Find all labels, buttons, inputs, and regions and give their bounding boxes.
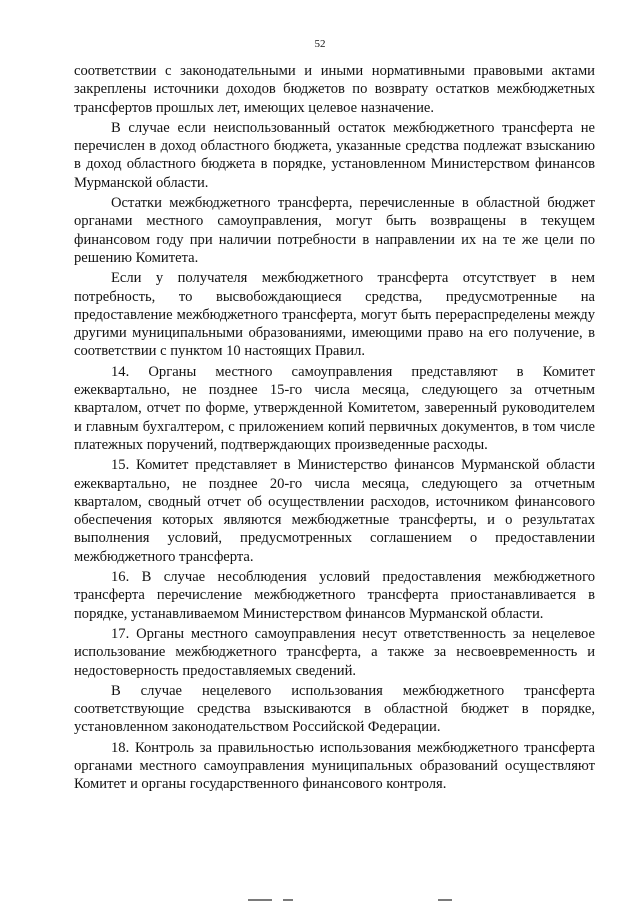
paragraph-misuse-recovery: В случае нецелевого использования межбюджетного трансферта соответствующие средства взыскиваются в областной бюджет в порядке, установленном законодательством Российской Федерации. (74, 682, 595, 736)
scan-mark-left (248, 899, 272, 901)
paragraph-balance-return: Остатки межбюджетного трансферта, перечисленные в областной бюджет органами местного самоуправления, могут быть возвращены в текущем финансовом году при наличии потребности в направлении их на те же цели по решению Комитета. (74, 195, 595, 266)
paragraph-item-18: 18. Контроль за правильностью использования межбюджетного трансферта органами местного самоуправления муниципальных образований осуществляют Комитет и органы государственного финансового контроля. (74, 739, 595, 793)
paragraph-redistribution: Если у получателя межбюджетного трансферта отсутствует в нем потребность, то высвобождающиеся средства, предусмотренные на предоставление межбюджетного трансферта, могут быть перераспределены между другими муниципальными образованиями, имеющими право на его получение, в соответствии с пунктом 10 настоящих Правил. (74, 270, 595, 360)
scan-mark-right (438, 899, 452, 901)
paragraph-unused-balance: В случае если неиспользованный остаток межбюджетного трансферта не перечислен в доход областного бюджета, указанные средства подлежат взысканию в доход областного бюджета в порядке, установленном Министерством финансов Мурманской области. (74, 119, 595, 191)
scan-mark-mid (283, 899, 293, 901)
paragraph-item-17: 17. Органы местного самоуправления несут ответственность за нецелевое использование межбюджетного трансферта, а также за несвоевременность и недостоверность предоставляемых сведений. (74, 625, 595, 679)
paragraph-item-14: 14. Органы местного самоуправления представляют в Комитет ежеквартально, не позднее 15-го числа месяца, следующего за отчетным кварталом, отчет по форме, утвержденной Комитетом, заверенный руководителем и главным бухгалтером, с приложением копий первичных документов, в том числе платежных поручений, подтверждающих произведенные расходы. (74, 363, 595, 453)
paragraph-item-16: 16. В случае несоблюдения условий предоставления межбюджетного трансферта перечисление межбюджетного трансферта приостанавливается в порядке, устанавливаемом Министерством финансов Мурманской области. (74, 569, 595, 622)
paragraph-continuation: соответствии с законодательными и иными нормативными правовыми актами закреплены источники доходов бюджетов по возврату остатков межбюджетных трансфертов прошлых лет, имеющих целевое назначение. (74, 63, 595, 116)
paragraph-item-15: 15. Комитет представляет в Министерство финансов Мурманской области ежеквартально, не позднее 20-го числа месяца, следующего за отчетным кварталом, сводный отчет об осуществлении расходов, источником финансового обеспечения которых являются межбюджетные трансферты, и о результатах выполнения условий, предусмотренных соглашением о предоставлении межбюджетного трансферта. (74, 457, 595, 565)
page-number: 52 (314, 38, 326, 50)
document-body (74, 62, 595, 796)
